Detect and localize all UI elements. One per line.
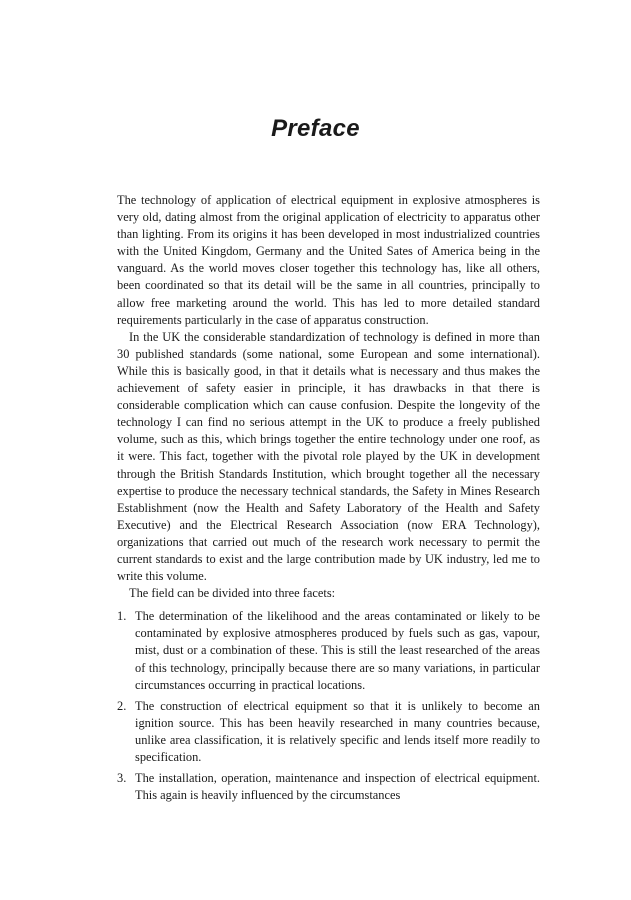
list-item-text: The construction of electrical equipment so that it is unlikely to become an ignition source. This has been heavily researched in many countries because, unlike area classification, it is relatively specific and lends itself more readily to specification. <box>135 698 540 764</box>
list-item-number: 1. <box>117 609 127 624</box>
list-item-number: 3. <box>117 771 127 786</box>
paragraph: The field can be divided into three facets: <box>129 586 336 601</box>
list-item <box>117 608 540 693</box>
list-item <box>117 698 540 766</box>
page-title: Preface <box>271 115 360 142</box>
paragraph: In the UK the considerable standardization of technology is defined in more than 30 published standards (some national, some European and some international). While this is basically good, in that it details what is necessary and thus makes the achievement of safety easier in principle, it has drawbacks in that there is considerable complication which can cause confusion. Despite the longevity of the technology I can find no serious attempt in the UK to produce a freely published volume, such as this, which brings together the entire technology under one roof, as it were. This fact, together with the pivotal role played by the UK in development through the British Standards Institution, which brought together all the necessary expertise to produce the necessary technical standards, the Safety in Mines Research Establishment (now the Health and Safety Laboratory of the Health and Safety Executive) and the Electrical Research Association (now ERA Technology), organizations that carried out much of the research work necessary to permit the current standards to exist and the large contribution made by UK industry, led me to write this volume. <box>117 329 540 584</box>
body-text <box>117 192 540 804</box>
numbered-list <box>117 608 540 804</box>
list-item <box>117 770 540 804</box>
list-item-text: The installation, operation, maintenance and inspection of electrical equipment. This again is heavily influenced by the circumstances <box>135 771 540 803</box>
paragraph: The technology of application of electrical equipment in explosive atmospheres is very old, dating almost from the original application of electricity to apparatus other than lighting. From its origins it has been developed in most industrialized countries with the United Kingdom, Germany and the United Sates of America being in the vanguard. As the world moves closer together this technology has, like all others, been coordinated so that its detail will be the same in all countries, principally to allow free marketing around the world. This has led to more detailed standard requirements particularly in the case of apparatus construction. <box>117 193 540 327</box>
list-item-number: 2. <box>117 698 127 713</box>
list-item-text: The determination of the likelihood and the areas contaminated or likely to be contaminated by explosive atmospheres produced by fuels such as gas, vapour, mist, dust or a combination of these. This is still the least researched of the areas of this technology, principally because there are so many variations, in particular circumstances occurring in practical locations. <box>135 609 540 692</box>
